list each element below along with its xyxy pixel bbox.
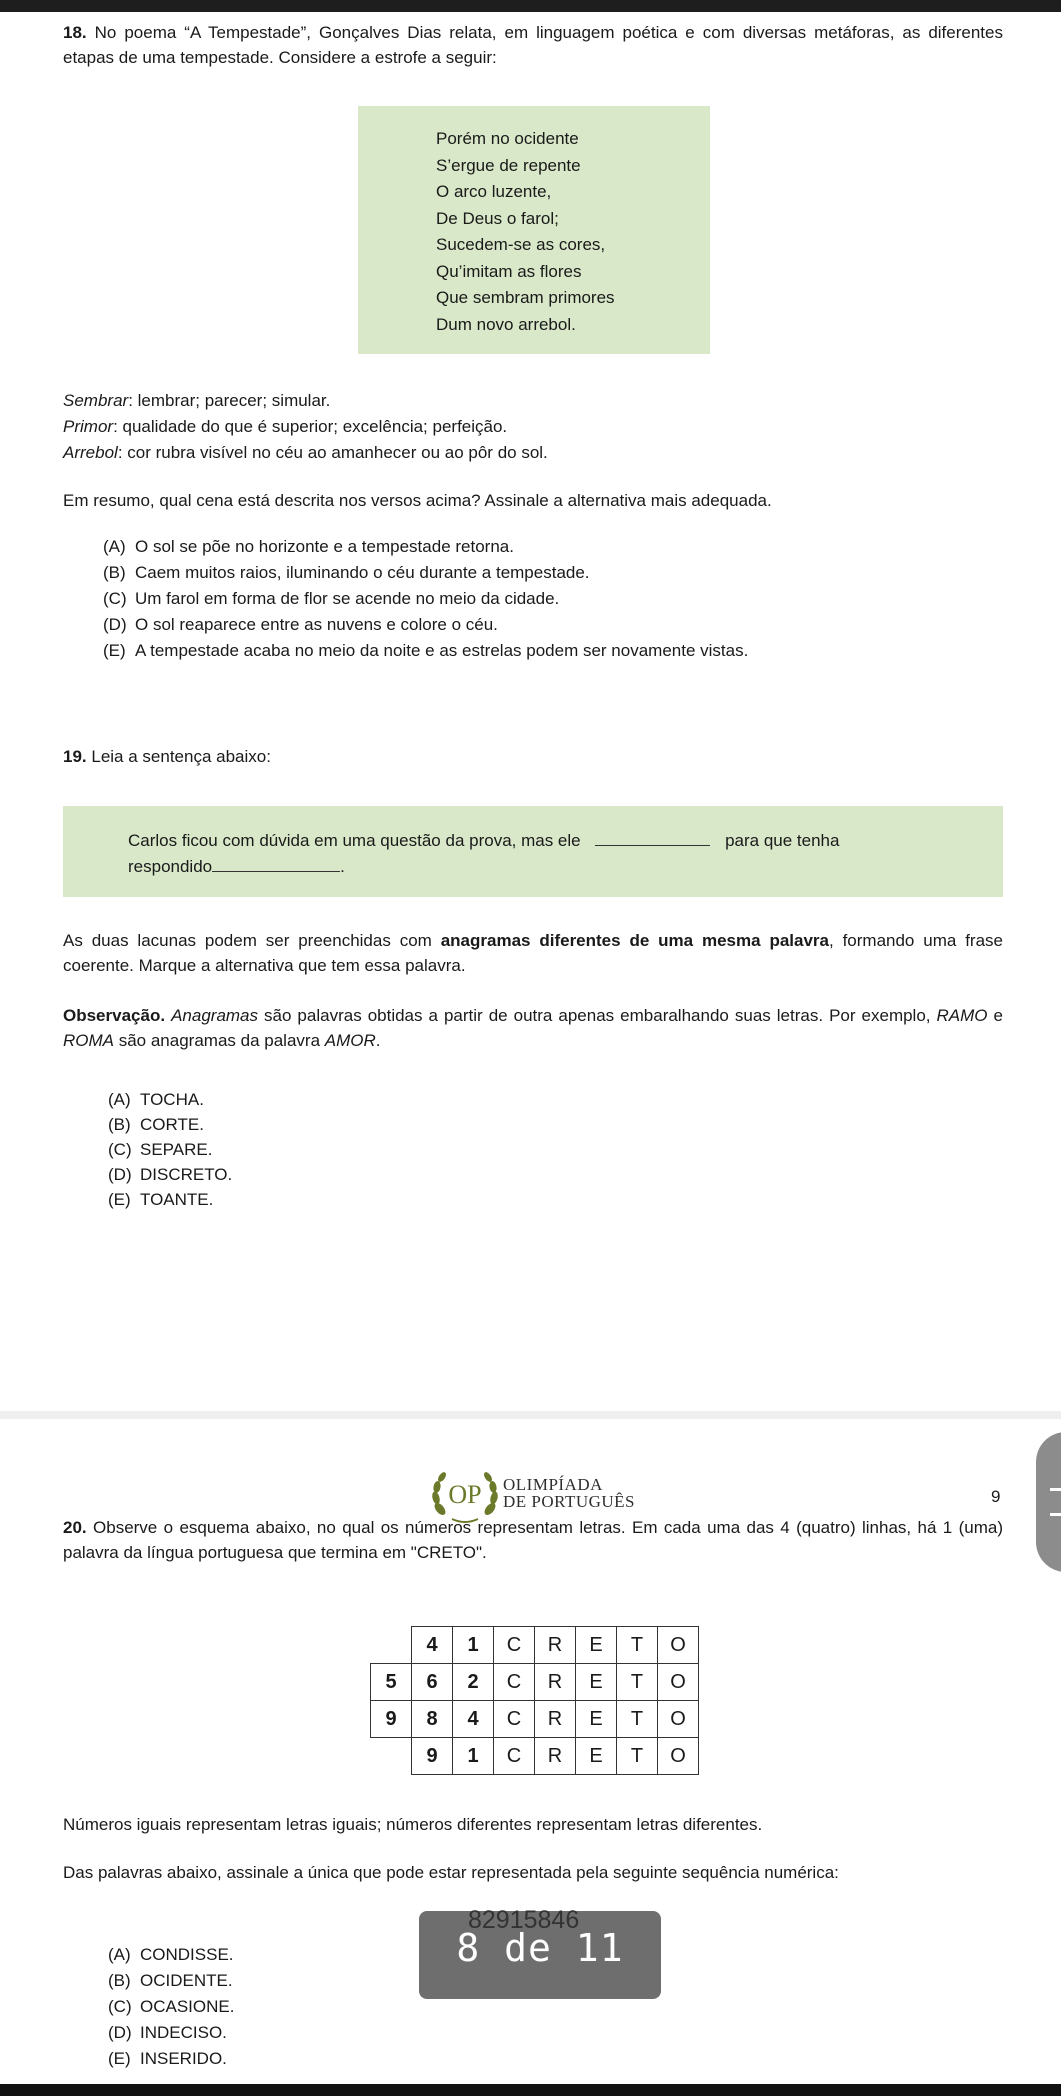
option-letter: (C) xyxy=(103,589,127,608)
observation-text: são palavras obtidas a partir de outra apenas embaralhando suas letras. Por exemplo, xyxy=(258,1006,937,1025)
blank-2 xyxy=(212,855,340,872)
definition-term: Primor xyxy=(63,417,114,436)
q18-intro-text: No poema “A Tempestade”, Gonçalves Dias relata, em linguagem poética e com diversas metáforas, as diferentes etapas de uma tempestade. Considere a estrofe a seguir: xyxy=(63,23,1003,67)
grid-cell: 4 xyxy=(412,1627,453,1664)
grid-cell: O xyxy=(658,1627,699,1664)
page-separator xyxy=(0,1411,1061,1419)
q20-rule: Números iguais representam letras iguais; números diferentes representam letras diferentes. xyxy=(63,1815,763,1834)
option-text: CORTE. xyxy=(140,1115,204,1134)
q19-option-c xyxy=(108,1139,212,1161)
grid-cell: 5 xyxy=(371,1664,412,1701)
numeric-sequence: 82915846 xyxy=(468,1906,580,1934)
option-letter: (C) xyxy=(108,1997,132,2016)
sentence-text: respondido xyxy=(128,857,213,876)
option-text: DISCRETO. xyxy=(140,1165,233,1184)
observation-term: Anagramas xyxy=(171,1006,259,1025)
definition-text: : qualidade do que é superior; excelência; perfeição. xyxy=(113,417,508,436)
q20-option-a xyxy=(108,1944,234,1966)
option-letter: (A) xyxy=(103,537,126,556)
observation-example: ROMA xyxy=(63,1031,114,1050)
option-letter: (D) xyxy=(108,1165,132,1184)
grid-cell: 2 xyxy=(453,1664,494,1701)
observation-example: AMOR xyxy=(324,1031,376,1050)
page-indicator: 8 de 11 xyxy=(456,1926,624,1970)
option-text: INDECISO. xyxy=(140,2023,227,2042)
top-bar xyxy=(0,0,1061,12)
grid-cell: R xyxy=(535,1627,576,1664)
side-scroll-handle[interactable] xyxy=(1036,1432,1061,1572)
option-text: A tempestade acaba no meio da noite e as estrelas podem ser novamente vistas. xyxy=(135,641,749,660)
sentence-text: Carlos ficou com dúvida em uma questão da prova, mas ele xyxy=(128,831,581,850)
option-letter: (C) xyxy=(108,1140,132,1159)
logo-line-2: DE PORTUGUÊS xyxy=(503,1492,636,1511)
definition-primor xyxy=(63,414,507,439)
grid-cell: T xyxy=(617,1701,658,1738)
grid-cell: R xyxy=(535,1664,576,1701)
grid-cell: T xyxy=(617,1627,658,1664)
grid-cell: O xyxy=(658,1701,699,1738)
definition-term: Arrebol xyxy=(63,443,118,462)
observation-example: RAMO xyxy=(936,1006,988,1025)
grid-cell xyxy=(371,1738,412,1775)
poem-line: De Deus o farol; xyxy=(436,208,559,228)
q20-intro-text: Observe o esquema abaixo, no qual os números representam letras. Em cada uma das 4 (quatro) linhas, há 1 (uma) palavra da língua portuguesa que termina em "CRETO". xyxy=(63,1518,1003,1562)
q19-option-d xyxy=(108,1164,232,1186)
option-letter: (A) xyxy=(108,1945,131,1964)
q19-option-b xyxy=(108,1114,204,1136)
grid-cell: C xyxy=(494,1664,535,1701)
option-text: Caem muitos raios, iluminando o céu durante a tempestade. xyxy=(135,563,590,582)
q19-option-a xyxy=(108,1089,204,1111)
grid-row xyxy=(371,1701,699,1738)
option-letter: (B) xyxy=(108,1971,131,1990)
grid-cell: 4 xyxy=(453,1701,494,1738)
poem-line: Qu’imitam as flores xyxy=(436,261,582,281)
sentence-line-1 xyxy=(128,828,940,854)
grid-cell: 1 xyxy=(453,1627,494,1664)
observation-text: e xyxy=(987,1006,1003,1025)
option-text: TOANTE. xyxy=(140,1190,214,1209)
poem-lines xyxy=(436,126,615,338)
q18-option-b xyxy=(103,562,590,584)
q18-intro xyxy=(63,20,1003,70)
blank-1 xyxy=(595,829,710,846)
bottom-bar xyxy=(0,2084,1061,2096)
option-text: INSERIDO. xyxy=(140,2049,227,2068)
option-letter: (D) xyxy=(103,615,127,634)
paragraph-text: , formando uma frase coerente. Marque a alternativa que tem essa palavra. xyxy=(63,931,1003,975)
observation-label: Observação. xyxy=(63,1006,166,1025)
q20-option-d xyxy=(108,2022,227,2044)
grid-cell: 6 xyxy=(412,1664,453,1701)
q19-number: 19. xyxy=(63,747,87,766)
grid-cell: R xyxy=(535,1738,576,1775)
q19-intro xyxy=(63,744,271,769)
option-letter: (A) xyxy=(108,1090,131,1109)
poem-line: Porém no ocidente xyxy=(436,129,579,148)
paragraph-text: As duas lacunas podem ser preenchidas com xyxy=(63,931,441,950)
grid-cell: 1 xyxy=(453,1738,494,1775)
grid-cell: C xyxy=(494,1627,535,1664)
grid-row xyxy=(371,1738,699,1775)
sentence-text: para que tenha xyxy=(725,831,840,850)
option-text: Um farol em forma de flor se acende no meio da cidade. xyxy=(135,589,560,608)
q19-option-e xyxy=(108,1189,213,1211)
grid-cell: E xyxy=(576,1738,617,1775)
q20-intro xyxy=(63,1515,1003,1565)
q20-option-b xyxy=(108,1970,233,1992)
q18-option-d xyxy=(103,614,498,636)
sentence-box xyxy=(63,806,1003,897)
grid-cell: O xyxy=(658,1738,699,1775)
handle-grip-icon xyxy=(1050,1488,1061,1516)
grid-cell: 9 xyxy=(412,1738,453,1775)
definition-text: : cor rubra visível no céu ao amanhecer ou ao pôr do sol. xyxy=(117,443,548,462)
grid-cell: 9 xyxy=(371,1701,412,1738)
grid-row xyxy=(371,1627,699,1664)
sentence-line-2 xyxy=(128,854,345,880)
observation-text: são anagramas da palavra xyxy=(114,1031,325,1050)
observation-text: . xyxy=(375,1031,381,1050)
q18-option-a xyxy=(103,536,514,558)
q18-option-c xyxy=(103,588,559,610)
option-letter: (E) xyxy=(108,2049,131,2068)
sentence-text: . xyxy=(340,857,345,876)
poem-box xyxy=(358,106,710,354)
logo-initials: OP xyxy=(448,1480,482,1509)
poem-line: S’ergue de repente xyxy=(436,155,581,175)
grid-cell xyxy=(371,1627,412,1664)
q20-question: Das palavras abaixo, assinale a única que pode estar representada pela seguinte sequência numérica: xyxy=(63,1863,839,1882)
page-number: 9 xyxy=(991,1487,1001,1506)
option-text: TOCHA. xyxy=(140,1090,204,1109)
q20-option-c xyxy=(108,1996,234,2018)
q18-number: 18. xyxy=(63,23,87,42)
grid-cell: C xyxy=(494,1738,535,1775)
option-text: O sol se põe no horizonte e a tempestade retorna. xyxy=(135,537,514,556)
paragraph-bold: anagramas diferentes de uma mesma palavra xyxy=(440,931,829,950)
option-letter: (B) xyxy=(103,563,126,582)
grid-cell: R xyxy=(535,1701,576,1738)
grid-cell: E xyxy=(576,1701,617,1738)
q19-paragraph xyxy=(63,928,1003,978)
poem-line: Sucedem-se as cores, xyxy=(436,235,606,254)
q19-intro-text: Leia a sentença abaixo: xyxy=(91,747,271,766)
option-text: O sol reaparece entre as nuvens e colore o céu. xyxy=(135,615,498,634)
grid-row xyxy=(371,1664,699,1701)
q20-option-e xyxy=(108,2048,227,2070)
grid-cell: E xyxy=(576,1664,617,1701)
option-text: OCIDENTE. xyxy=(140,1971,233,1990)
logo-text xyxy=(503,1476,635,1510)
q19-observation xyxy=(63,1003,1003,1053)
grid-cell: C xyxy=(494,1701,535,1738)
poem-line: Dum novo arrebol. xyxy=(436,314,576,334)
grid-cell: O xyxy=(658,1664,699,1701)
poem-line: Que sembram primores xyxy=(436,288,615,307)
definition-term: Sembrar xyxy=(63,391,129,410)
definition-arrebol xyxy=(63,440,548,465)
definition-sembrar xyxy=(63,388,330,413)
grid-cell: T xyxy=(617,1664,658,1701)
option-letter: (E) xyxy=(108,1190,131,1209)
option-letter: (D) xyxy=(108,2023,132,2042)
grid-cell: E xyxy=(576,1627,617,1664)
number-letter-grid xyxy=(370,1626,699,1775)
q18-option-e xyxy=(103,640,748,662)
option-text: SEPARE. xyxy=(140,1140,213,1159)
grid-cell: 8 xyxy=(412,1701,453,1738)
option-text: CONDISSE. xyxy=(140,1945,234,1964)
option-letter: (E) xyxy=(103,641,126,660)
definition-text: : lembrar; parecer; simular. xyxy=(128,391,331,410)
grid-cell: T xyxy=(617,1738,658,1775)
q20-number: 20. xyxy=(63,1518,87,1537)
q18-question: Em resumo, qual cena está descrita nos versos acima? Assinale a alternativa mais adequada. xyxy=(63,491,772,510)
logo-line-1: OLIMPÍADA xyxy=(503,1475,603,1494)
option-letter: (B) xyxy=(108,1115,131,1134)
poem-line: O arco luzente, xyxy=(436,182,552,201)
option-text: OCASIONE. xyxy=(140,1997,235,2016)
